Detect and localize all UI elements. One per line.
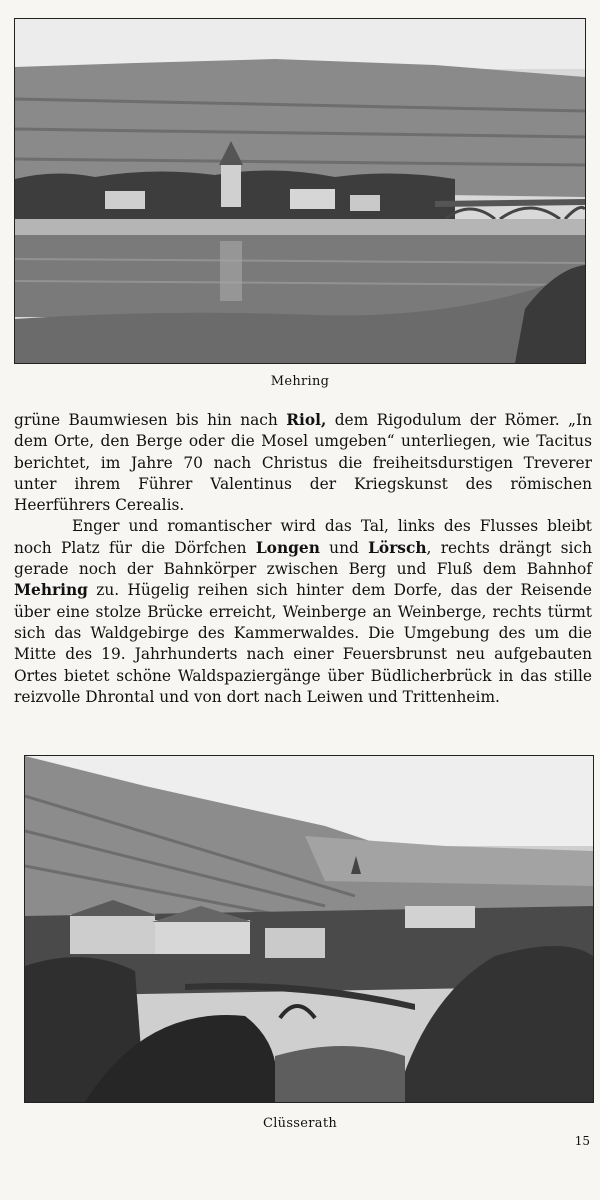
photo-mehring xyxy=(14,18,586,364)
text-run: dem Rigodulum der Römer. „In dem Orte, den Berge oder die Mosel umgeben“ unterliegen, wie Tacitus berichtet, im Jahre 70 nach Christus die freiheitsdurstigen Treverer unter ihrem Führer Valentinus der Kriegskunst des römischen Heerführers Cerealis. xyxy=(14,411,592,515)
figure-caption-mehring: Mehring xyxy=(270,374,330,389)
text-run: , rechts drängt sich gerade noch der Bahnkörper zwischen Berg und Fluß dem Bahnhof xyxy=(14,538,592,579)
text-run: Enger und romantischer wird das Tal, links des Flusses bleibt noch Platz für die Dörfchen xyxy=(14,517,592,557)
text-run: grüne Baumwiesen bis hin nach xyxy=(14,411,287,429)
place-name-bold: Longen xyxy=(255,538,320,557)
text-run: zu. Hügelig reihen sich hinter dem Dorfe, das der Reisende über eine stolze Brücke erreicht, Weinberge an Weinberge, rechts türmt sich das Waldgebirge des Kammerwaldes. Die Umgebung des um die Mitte des 19. Jahrhunderts nach einer Feuersbrunst neu aufgebauten Ortes bietet schöne Waldspaziergänge über Büdlicherbrück in das stille reizvolle Dhrontal und von dort nach Leiwen und Trittenheim. xyxy=(14,581,592,706)
figure-caption-cluesserath: Clüsserath xyxy=(262,1116,338,1131)
photo-cluesserath xyxy=(24,755,594,1103)
paragraph-1 xyxy=(14,410,592,516)
body-text xyxy=(14,410,592,708)
place-name-bold: Mehring xyxy=(14,581,88,600)
paragraph-2 xyxy=(14,516,592,708)
page-number: 15 xyxy=(574,1134,590,1148)
text-run: und xyxy=(319,538,369,557)
place-name-bold: Lörsch xyxy=(368,538,427,557)
place-name-bold: Riol, xyxy=(286,411,327,429)
